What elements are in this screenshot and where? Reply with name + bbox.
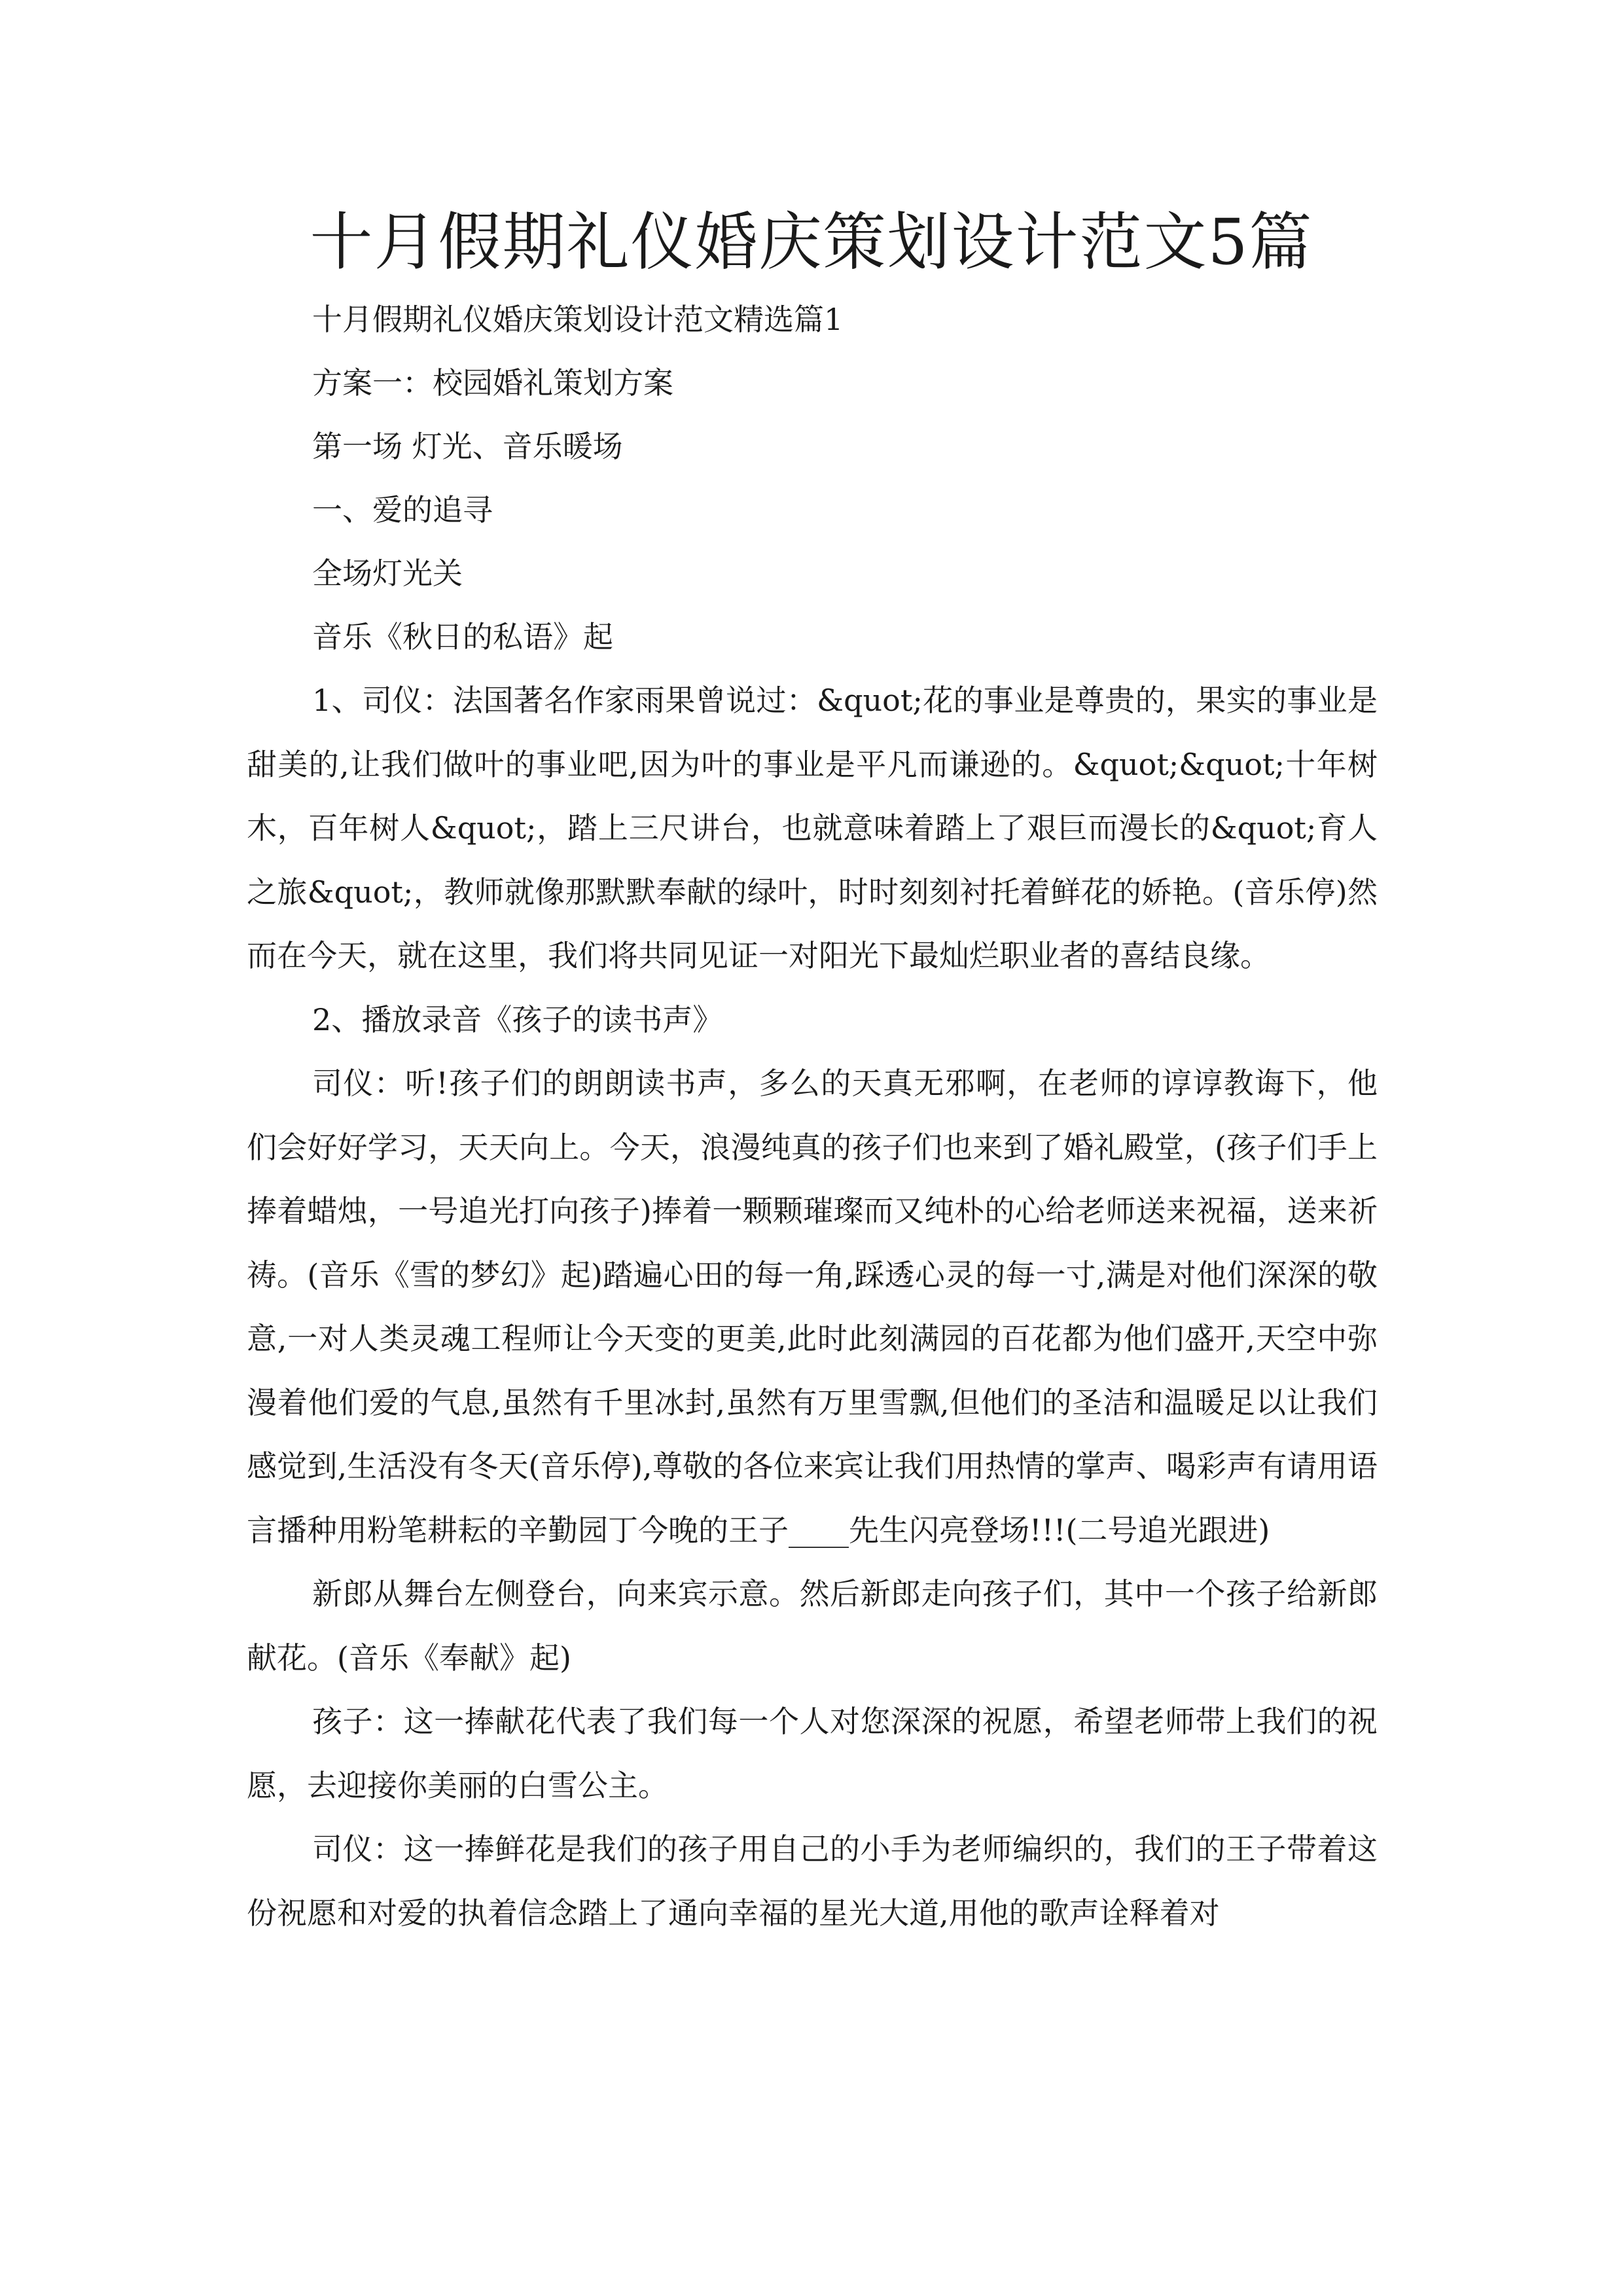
body-paragraph: 1、司仪：法国著名作家雨果曾说过：&quot;花的事业是尊贵的，果实的事业是甜美的,让我们做叶的事业吧,因为叶的事业是平凡而谦逊的。&quot;&quot;十年树木，百年树人&quot;，踏上三尺讲台，也就意味着踏上了艰巨而漫长的&quot;育人之旅&quot;，教师就像那默默奉献的绿叶，时时刻刻衬托着鲜花的娇艳。(音乐停)然而在今天，就在这里，我们将共同见证一对阳光下最灿烂职业者的喜结良缘。 — [247, 683, 1378, 973]
body-paragraph: 2、播放录音《孩子的读书声》 — [312, 1001, 723, 1037]
stage-direction: 音乐《秋日的私语》起 — [312, 619, 613, 655]
document-title: 十月假期礼仪婚庆策划设计范文5篇 — [310, 206, 1313, 279]
stage-direction: 全场灯光关 — [312, 556, 463, 591]
section-heading: 十月假期礼仪婚庆策划设计范文精选篇1 — [312, 302, 844, 337]
document-body — [247, 288, 1378, 1945]
body-paragraph: 司仪：这一捧鲜花是我们的孩子用自己的小手为老师编织的，我们的王子带着这份祝愿和对爱的执着信念踏上了通向幸福的星光大道,用他的歌声诠释着对 — [247, 1831, 1378, 1931]
body-paragraph: 孩子：这一捧献花代表了我们每一个人对您深深的祝愿，希望老师带上我们的祝愿，去迎接你美丽的白雪公主。 — [247, 1704, 1378, 1803]
part-heading: 一、爱的追寻 — [312, 492, 493, 528]
body-paragraph: 新郎从舞台左侧登台，向来宾示意。然后新郎走向孩子们，其中一个孩子给新郎献花。(音乐《奉献》起) — [247, 1576, 1378, 1676]
scene-heading: 第一场 灯光、音乐暖场 — [312, 429, 623, 464]
plan-heading: 方案一：校园婚礼策划方案 — [312, 365, 673, 401]
body-paragraph: 司仪：听!孩子们的朗朗读书声，多么的天真无邪啊，在老师的谆谆教诲下，他们会好好学习，天天向上。今天，浪漫纯真的孩子们也来到了婚礼殿堂，(孩子们手上捧着蜡烛，一号追光打向孩子)捧着一颗颗璀璨而又纯朴的心给老师送来祝福，送来祈祷。(音乐《雪的梦幻》起)踏遍心田的每一角,踩透心灵的每一寸,满是对他们深深的敬意,一对人类灵魂工程师让今天变的更美,此时此刻满园的百花都为他们盛开,天空中弥漫着他们爱的气息,虽然有千里冰封,虽然有万里雪飘,但他们的圣洁和温暖足以让我们感觉到,生活没有冬天(音乐停),尊敬的各位来宾让我们用热情的掌声、喝彩声有请用语言播种用粉笔耕耘的辛勤园丁今晚的王子____先生闪亮登场!!!(二号追光跟进) — [247, 1066, 1378, 1548]
